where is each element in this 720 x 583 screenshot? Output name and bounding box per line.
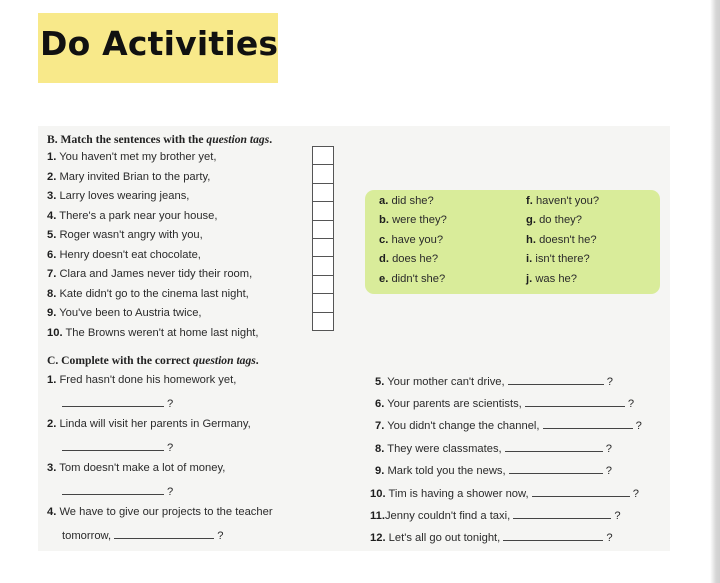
answer-blank[interactable] (509, 463, 603, 474)
exercise-text-continuation: tomorrow, (62, 530, 112, 542)
exercise-number: 5. (375, 376, 385, 388)
tag-f (526, 195, 599, 208)
answer-box-5[interactable] (312, 220, 334, 238)
tag-letter: f. (526, 195, 533, 207)
question-mark: ? (167, 398, 174, 410)
answer-blank[interactable] (503, 530, 603, 541)
answer-blank[interactable] (62, 484, 164, 495)
exercise-c-1-answer (62, 396, 173, 411)
question-mark: ? (632, 488, 639, 500)
sentence-number: 10. (47, 327, 63, 339)
answer-blank[interactable] (532, 486, 630, 497)
tag-text: do they? (539, 214, 582, 226)
tag-letter: a. (379, 195, 389, 207)
tag-e (379, 273, 445, 286)
sentence-text: Henry doesn't eat chocolate, (59, 249, 201, 261)
exercise-c-3-answer (62, 484, 173, 499)
sentence-number: 9. (47, 307, 57, 319)
tag-text: isn't there? (535, 253, 590, 265)
exercise-c-4-continuation (62, 528, 223, 543)
answer-box-2[interactable] (312, 164, 334, 182)
sentence-number: 1. (47, 151, 57, 163)
exercise-number: 11. (370, 510, 385, 522)
tag-letter: c. (379, 234, 389, 246)
exercise-number: 8. (375, 443, 385, 455)
sentence-text: Larry loves wearing jeans, (59, 190, 190, 202)
tag-b (379, 214, 447, 227)
tag-text: didn't she? (391, 273, 446, 285)
exercise-number: 6. (375, 398, 385, 410)
tag-text: does he? (392, 253, 439, 265)
exercise-c-8 (375, 441, 612, 456)
exercise-c-4 (47, 506, 273, 519)
answer-box-8[interactable] (312, 275, 334, 293)
question-mark: ? (217, 530, 224, 542)
answer-blank[interactable] (525, 396, 625, 407)
tag-a (379, 195, 434, 208)
sentence-5 (47, 229, 203, 242)
exercise-text: Your mother can't drive, (387, 376, 505, 388)
question-mark: ? (605, 443, 612, 455)
exercise-text: Jenny couldn't find a taxi, (384, 510, 511, 522)
question-mark: ? (606, 376, 613, 388)
tag-text: was he? (535, 273, 577, 285)
answer-blank[interactable] (62, 396, 164, 407)
section-c-header-prefix: C. Complete with the correct (47, 354, 193, 367)
sentence-3 (47, 190, 189, 203)
sentence-4 (47, 210, 217, 223)
tag-letter: j. (526, 273, 533, 285)
exercise-c-2 (47, 418, 251, 431)
tag-g (526, 214, 582, 227)
exercise-number: 1. (47, 374, 57, 386)
tag-letter: e. (379, 273, 389, 285)
sentence-9 (47, 307, 202, 320)
exercise-number: 3. (47, 462, 57, 474)
exercise-text: Your parents are scientists, (387, 398, 522, 410)
section-c-header-italic: question tags (192, 354, 256, 367)
section-b-header-italic: question tags (206, 133, 270, 146)
exercise-text: We have to give our projects to the teacher (59, 506, 273, 518)
tag-text: did she? (391, 195, 434, 207)
tag-text: were they? (392, 214, 447, 226)
exercise-number: 9. (375, 465, 385, 477)
exercise-number: 10. (370, 488, 386, 500)
question-mark: ? (627, 398, 635, 410)
sentence-6 (47, 249, 201, 262)
tag-text: doesn't he? (539, 234, 597, 246)
tag-letter: g. (526, 214, 536, 226)
sentence-text: You've been to Austria twice, (59, 307, 202, 319)
exercise-number: 2. (47, 418, 57, 430)
exercise-c-5 (375, 374, 613, 389)
answer-box-column (312, 146, 334, 331)
tag-letter: d. (379, 253, 389, 265)
tag-letter: b. (379, 214, 389, 226)
exercise-text: Tom doesn't make a lot of money, (59, 462, 226, 474)
sentence-10 (47, 327, 259, 340)
exercise-c-11 (370, 508, 621, 523)
exercise-c-10 (370, 486, 639, 501)
exercise-c-2-answer (62, 440, 173, 455)
sentence-text: Clara and James never tidy their room, (59, 268, 253, 280)
sentence-number: 6. (47, 249, 57, 261)
sentence-number: 7. (47, 268, 57, 280)
answer-blank[interactable] (114, 528, 214, 539)
exercise-text: Let's all go out tonight, (388, 532, 501, 544)
sentence-text: Roger wasn't angry with you, (59, 229, 203, 241)
exercise-c-1 (47, 374, 236, 387)
sentence-text: The Browns weren't at home last night, (65, 327, 259, 339)
exercise-text: You didn't change the channel, (387, 420, 540, 432)
question-mark: ? (606, 532, 613, 544)
sentence-number: 2. (47, 171, 57, 183)
exercise-c-6 (375, 396, 634, 411)
sentence-1 (47, 151, 216, 164)
answer-blank[interactable] (513, 508, 611, 519)
answer-box-1[interactable] (312, 146, 334, 164)
question-mark: ? (614, 510, 621, 522)
section-b-header (47, 133, 272, 146)
tag-j (526, 273, 577, 286)
answer-box-7[interactable] (312, 256, 334, 274)
section-b-header-prefix: B. Match the sentences with the (47, 133, 207, 146)
sentence-7 (47, 268, 252, 281)
sentence-text: You haven't met my brother yet, (59, 151, 217, 163)
page-edge-shadow (710, 0, 720, 583)
exercise-c-3 (47, 462, 225, 475)
exercise-text: Fred hasn't done his homework yet, (59, 374, 237, 386)
tag-i (526, 253, 590, 266)
question-mark: ? (167, 486, 174, 498)
answer-box-3[interactable] (312, 183, 334, 201)
sentence-number: 8. (47, 288, 57, 300)
sentence-number: 3. (47, 190, 57, 202)
question-mark: ? (635, 420, 642, 432)
exercise-text: Linda will visit her parents in Germany, (59, 418, 251, 430)
answer-box-9[interactable] (312, 293, 334, 311)
answer-blank[interactable] (543, 418, 633, 429)
answer-blank[interactable] (62, 440, 164, 451)
tag-text: have you? (391, 234, 444, 246)
answer-box-6[interactable] (312, 238, 334, 256)
question-mark: ? (605, 465, 612, 477)
exercise-c-12 (370, 530, 613, 545)
answer-blank[interactable] (505, 441, 603, 452)
tag-d (379, 253, 438, 266)
section-c-header-suffix: . (255, 354, 259, 367)
exercise-c-7 (375, 418, 642, 433)
exercise-number: 4. (47, 506, 57, 518)
question-mark: ? (167, 442, 174, 454)
exercise-text: Tim is having a shower now, (388, 488, 529, 500)
sentence-number: 5. (47, 229, 57, 241)
tag-c (379, 234, 443, 247)
answer-blank[interactable] (508, 374, 604, 385)
tag-letter: h. (526, 234, 536, 246)
page-title: Do Activities (40, 24, 279, 63)
exercise-text: They were classmates, (387, 443, 502, 455)
section-b-header-suffix: . (269, 133, 273, 146)
sentence-2 (47, 171, 210, 184)
exercise-number: 12. (370, 532, 386, 544)
sentence-number: 4. (47, 210, 57, 222)
sentence-text: There's a park near your house, (59, 210, 218, 222)
exercise-text: Mark told you the news, (387, 465, 506, 477)
sentence-8 (47, 288, 249, 301)
exercise-number: 7. (375, 420, 385, 432)
section-c-header (47, 354, 259, 367)
exercise-c-9 (375, 463, 612, 478)
answer-box-10[interactable] (312, 312, 334, 331)
tag-letter: i. (526, 253, 533, 265)
sentence-text: Kate didn't go to the cinema last night, (59, 288, 249, 300)
tag-h (526, 234, 597, 247)
tag-text: haven't you? (535, 195, 600, 207)
answer-box-4[interactable] (312, 201, 334, 219)
sentence-text: Mary invited Brian to the party, (59, 171, 211, 183)
